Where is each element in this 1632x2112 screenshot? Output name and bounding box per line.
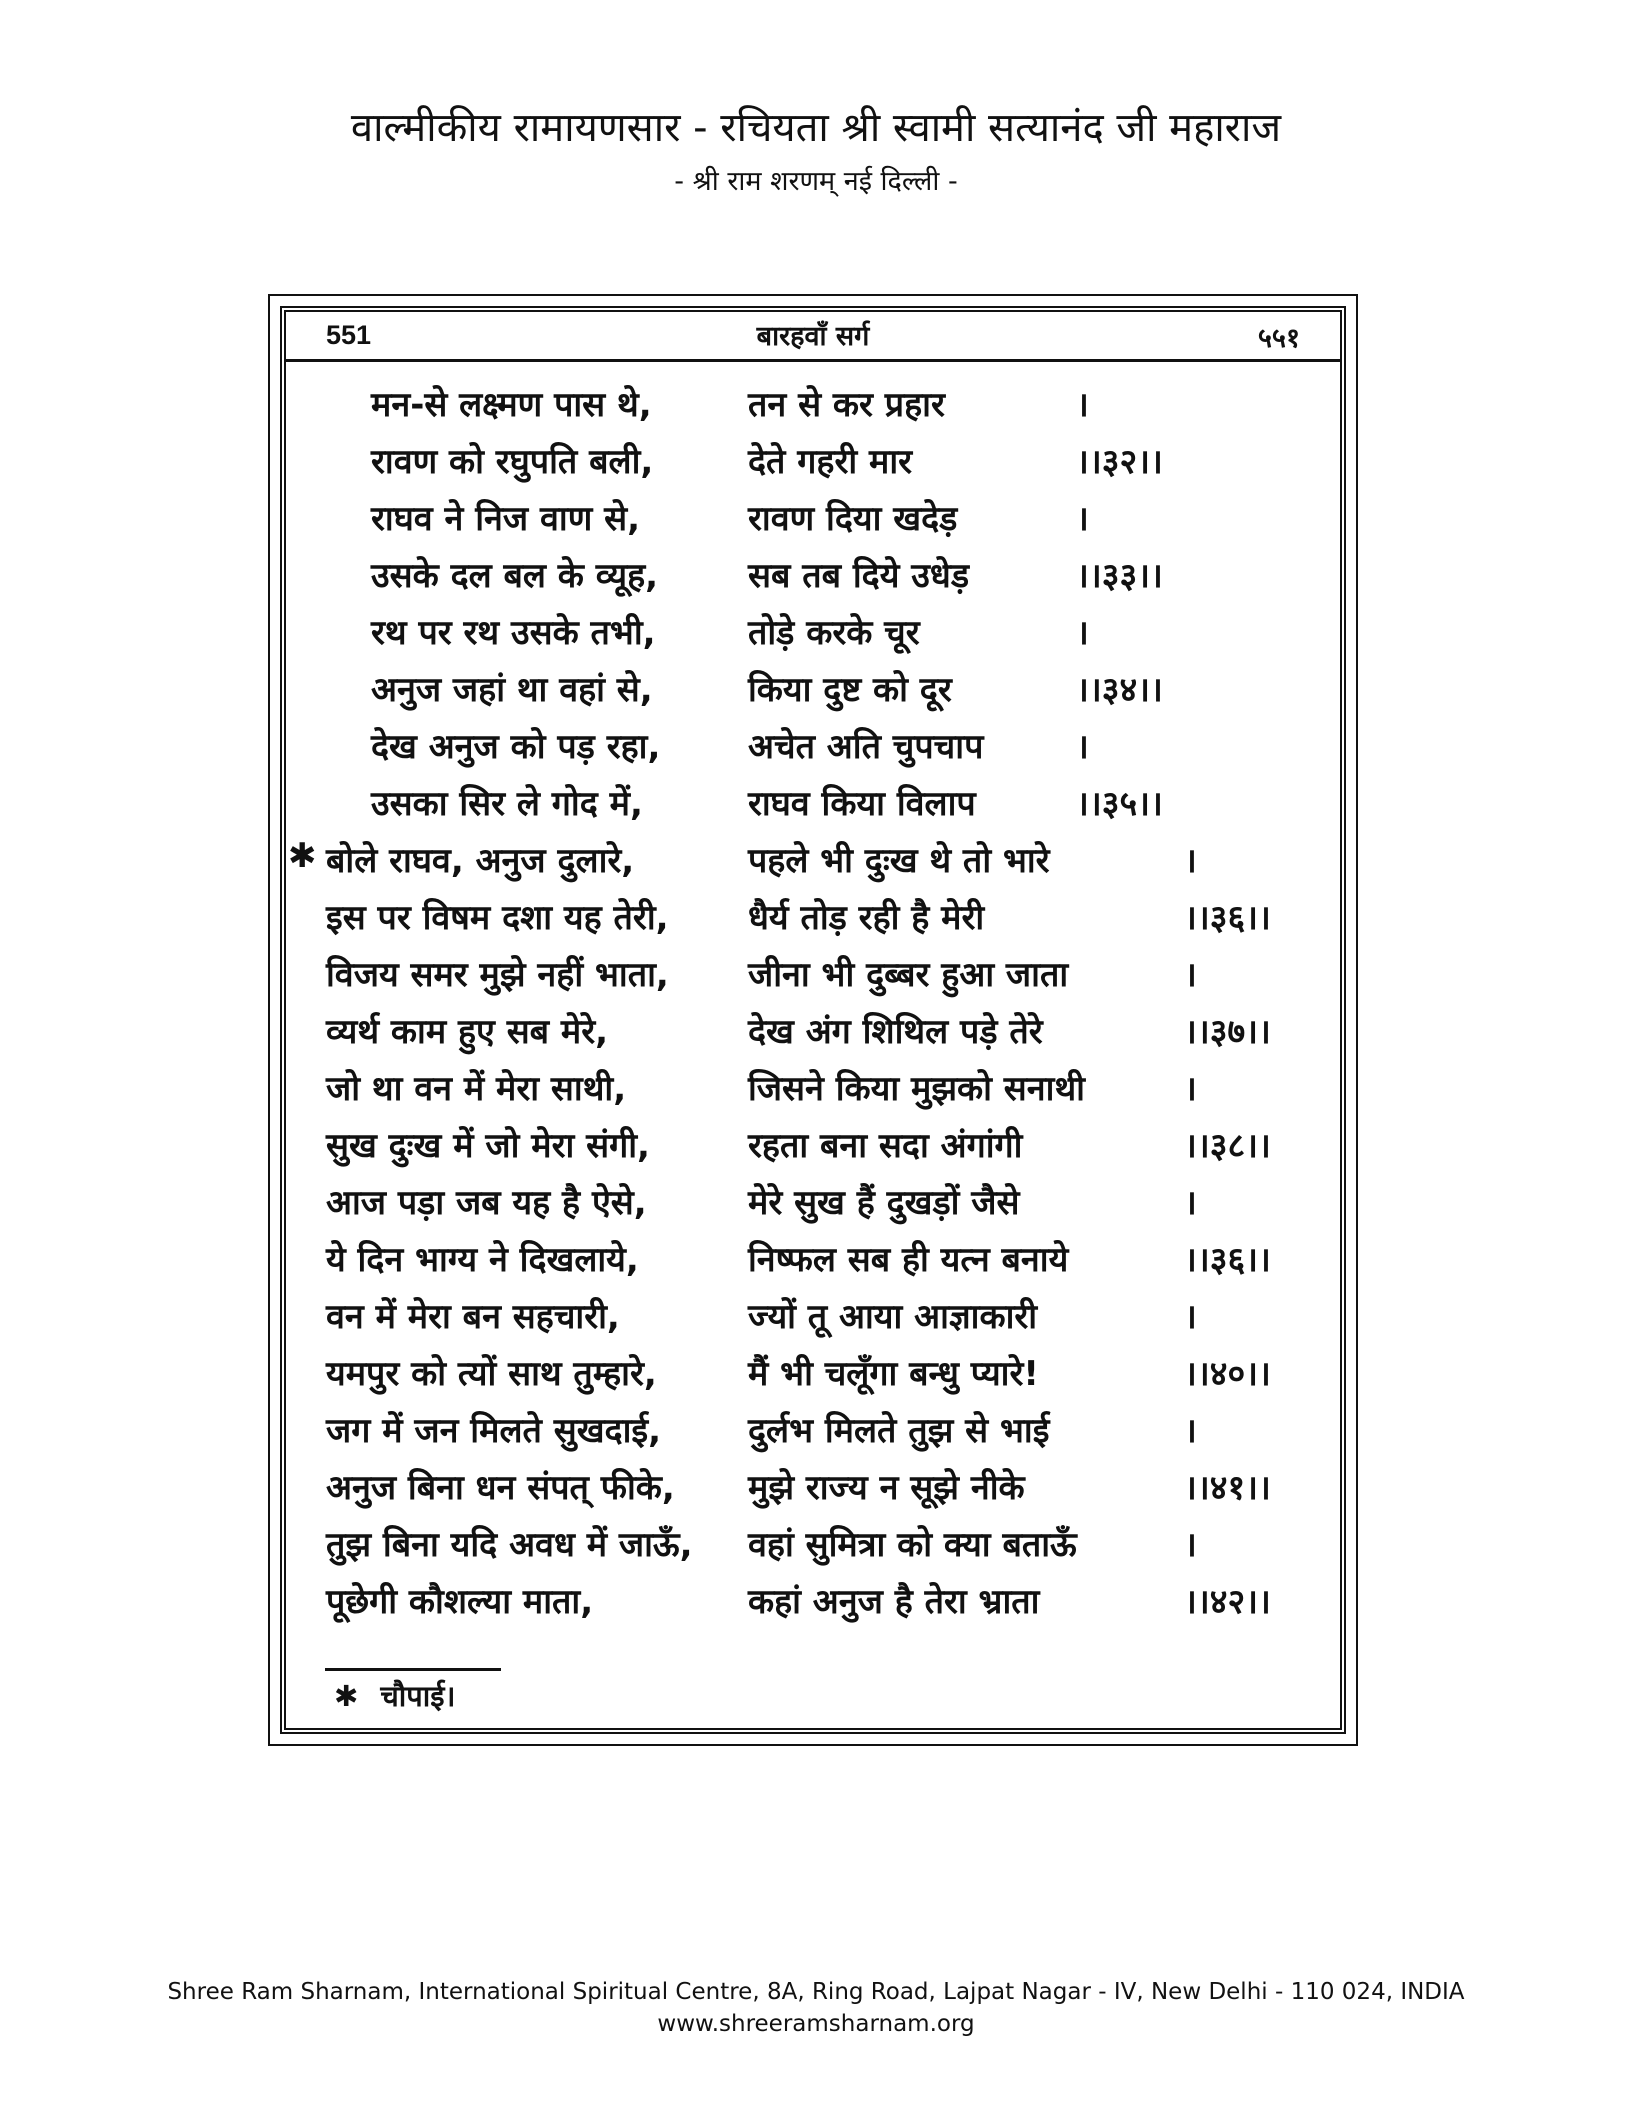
- verse-second-half: राघव किया विलाप: [748, 784, 976, 824]
- verse-line: [286, 547, 1340, 604]
- footnote-rule: [325, 1668, 501, 1671]
- verse-first-half: अनुज जहां था वहां से,: [371, 670, 653, 710]
- verse-first-half: तुझ बिना यदि अवध में जाऊँ,: [326, 1525, 693, 1565]
- verse-first-half: रथ पर रथ उसके तभी,: [371, 613, 656, 653]
- verse-end-mark: ।।४१।।: [1184, 1468, 1271, 1508]
- verse-first-half: बोले राघव, अनुज दुलारे,: [326, 841, 635, 881]
- verse-second-half: तन से कर प्रहार: [748, 385, 945, 425]
- verse-second-half: अचेत अति चुपचाप: [748, 727, 984, 767]
- verse-second-half: सब तब दिये उधेड़: [748, 556, 970, 596]
- verse-end-mark: ।: [1184, 1525, 1197, 1565]
- verse-first-half: व्यर्थ काम हुए सब मेरे,: [326, 1012, 609, 1052]
- verse-line: [286, 1402, 1340, 1459]
- verse-line: [286, 1231, 1340, 1288]
- verse-end-mark: ।।३५।।: [1076, 784, 1163, 824]
- verse-line: [286, 1573, 1340, 1630]
- verse-second-half: निष्फल सब ही यत्न बनाये: [748, 1240, 1069, 1280]
- verse-first-half: जग में जन मिलते सुखदाई,: [326, 1411, 661, 1451]
- verse-first-half: वन में मेरा बन सहचारी,: [326, 1297, 620, 1337]
- footnote: [334, 1676, 455, 1715]
- verse-first-half: विजय समर मुझे नहीं भाता,: [326, 955, 669, 995]
- verse-end-mark: ।।४२।।: [1184, 1582, 1271, 1622]
- page-running-head: [286, 310, 1340, 362]
- verse-second-half: ज्यों तू आया आज्ञाकारी: [748, 1297, 1038, 1337]
- verse-second-half: रावण दिया खदेड़: [748, 499, 958, 539]
- publisher-line: - श्री राम शरणम् नई दिल्ली -: [674, 166, 958, 197]
- verse-second-half: जिसने किया मुझको सनाथी: [748, 1069, 1085, 1109]
- verse-first-half: देख अनुज को पड़ रहा,: [371, 727, 661, 767]
- verse-end-mark: ।।३७।।: [1184, 1012, 1271, 1052]
- verse-end-mark: ।।३६।।: [1184, 898, 1271, 938]
- verse-line: [286, 1516, 1340, 1573]
- footer-address: Shree Ram Sharnam, International Spiritual Centre, 8A, Ring Road, Lajpat Nagar - IV, New Delhi - 110 024, INDIA: [167, 1979, 1465, 2005]
- verse-first-half: राघव ने निज वाण से,: [371, 499, 641, 539]
- verse-line: [286, 661, 1340, 718]
- asterisk-icon: ✱: [334, 1679, 359, 1713]
- verse-second-half: मुझे राज्य न सूझे नीके: [748, 1468, 1025, 1508]
- verse-second-half: दुर्लभ मिलते तुझ से भाई: [748, 1411, 1050, 1451]
- verse-end-mark: ।: [1076, 727, 1089, 767]
- verse-line: [286, 1003, 1340, 1060]
- verse-line: [286, 1060, 1340, 1117]
- verse-line: [286, 1174, 1340, 1231]
- asterisk-icon: ✱: [288, 836, 317, 876]
- verse-end-mark: ।।४०।।: [1184, 1354, 1271, 1394]
- verse-end-mark: ।: [1184, 1183, 1197, 1223]
- verse-first-half: इस पर विषम दशा यह तेरी,: [326, 898, 669, 938]
- verse-end-mark: ।।३८।।: [1184, 1126, 1271, 1166]
- verse-end-mark: ।।३४।।: [1076, 670, 1163, 710]
- verse-second-half: वहां सुमित्रा को क्या बताऊँ: [748, 1525, 1077, 1565]
- page-footer: [0, 1976, 1632, 2040]
- verse-second-half: मेरे सुख हैं दुखड़ों जैसे: [748, 1183, 1020, 1223]
- verse-line: [286, 832, 1340, 889]
- verse-end-mark: ।: [1184, 841, 1197, 881]
- book-title: वाल्मीकीय रामायणसार - रचियता श्री स्वामी सत्यानंद जी महाराज: [350, 105, 1282, 151]
- verse-second-half: पहले भी दुःख थे तो भारे: [748, 841, 1050, 881]
- verse-end-mark: ।: [1076, 499, 1089, 539]
- verse-line: [286, 946, 1340, 1003]
- verse-first-half: यमपुर को त्यों साथ तुम्हारे,: [326, 1354, 657, 1394]
- verse-line: [286, 1288, 1340, 1345]
- verse-second-half: कहां अनुज है तेरा भ्राता: [748, 1582, 1040, 1622]
- verse-line: [286, 376, 1340, 433]
- verse-first-half: ये दिन भाग्य ने दिखलाये,: [326, 1240, 639, 1280]
- verse-end-mark: ।: [1076, 613, 1089, 653]
- verse-second-half: तोड़े करके चूर: [748, 613, 920, 653]
- verse-line: [286, 433, 1340, 490]
- verse-end-mark: ।: [1184, 955, 1197, 995]
- verse-line: [286, 718, 1340, 775]
- verse-first-half: सुख दुःख में जो मेरा संगी,: [326, 1126, 650, 1166]
- page-number-devanagari: ५५१: [1257, 323, 1300, 354]
- verse-end-mark: ।: [1076, 385, 1089, 425]
- footer-website: www.shreeramsharnam.org: [657, 2011, 975, 2037]
- verse-first-half: उसके दल बल के व्यूह,: [371, 556, 659, 596]
- verse-first-half: जो था वन में मेरा साथी,: [326, 1069, 627, 1109]
- verse-first-half: मन-से लक्ष्मण पास थे,: [371, 385, 652, 425]
- verse-first-half: रावण को रघुपति बली,: [371, 442, 654, 482]
- verse-first-half: आज पड़ा जब यह है ऐसे,: [326, 1183, 647, 1223]
- verse-end-mark: ।: [1184, 1297, 1197, 1337]
- footnote-text: चौपाई।: [380, 1679, 456, 1713]
- verse-line: [286, 604, 1340, 661]
- verse-second-half: किया दुष्ट को दूर: [748, 670, 952, 710]
- document-header: [0, 100, 1632, 204]
- verse-second-half: जीना भी दुब्बर हुआ जाता: [748, 955, 1069, 995]
- verse-second-half: देख अंग शिथिल पड़े तेरे: [748, 1012, 1043, 1052]
- verse-second-half: धैर्य तोड़ रही है मेरी: [748, 898, 985, 938]
- verse-end-mark: ।।३२।।: [1076, 442, 1163, 482]
- verse-end-mark: ।।३३।।: [1076, 556, 1163, 596]
- verse-first-half: उसका सिर ले गोद में,: [371, 784, 643, 824]
- page-number-latin: 551: [326, 320, 372, 350]
- verse-first-half: अनुज बिना धन संपत् फीके,: [326, 1468, 675, 1508]
- verse-end-mark: ।: [1184, 1069, 1197, 1109]
- verse-end-mark: ।।३६।।: [1184, 1240, 1271, 1280]
- verse-line: [286, 1117, 1340, 1174]
- verse-line: [286, 490, 1340, 547]
- verse-second-half: रहता बना सदा अंगांगी: [748, 1126, 1023, 1166]
- verse-line: [286, 1459, 1340, 1516]
- verse-line: [286, 1345, 1340, 1402]
- verse-second-half: मैं भी चलूँगा बन्धु प्यारे!: [748, 1354, 1039, 1394]
- verse-end-mark: ।: [1184, 1411, 1197, 1451]
- verse-line: [286, 775, 1340, 832]
- verse-second-half: देते गहरी मार: [748, 442, 913, 482]
- verse-list: [286, 376, 1340, 1630]
- verse-line: [286, 889, 1340, 946]
- verse-first-half: पूछेगी कौशल्या माता,: [326, 1582, 594, 1622]
- chapter-title: बारहवाँ सर्ग: [756, 321, 870, 352]
